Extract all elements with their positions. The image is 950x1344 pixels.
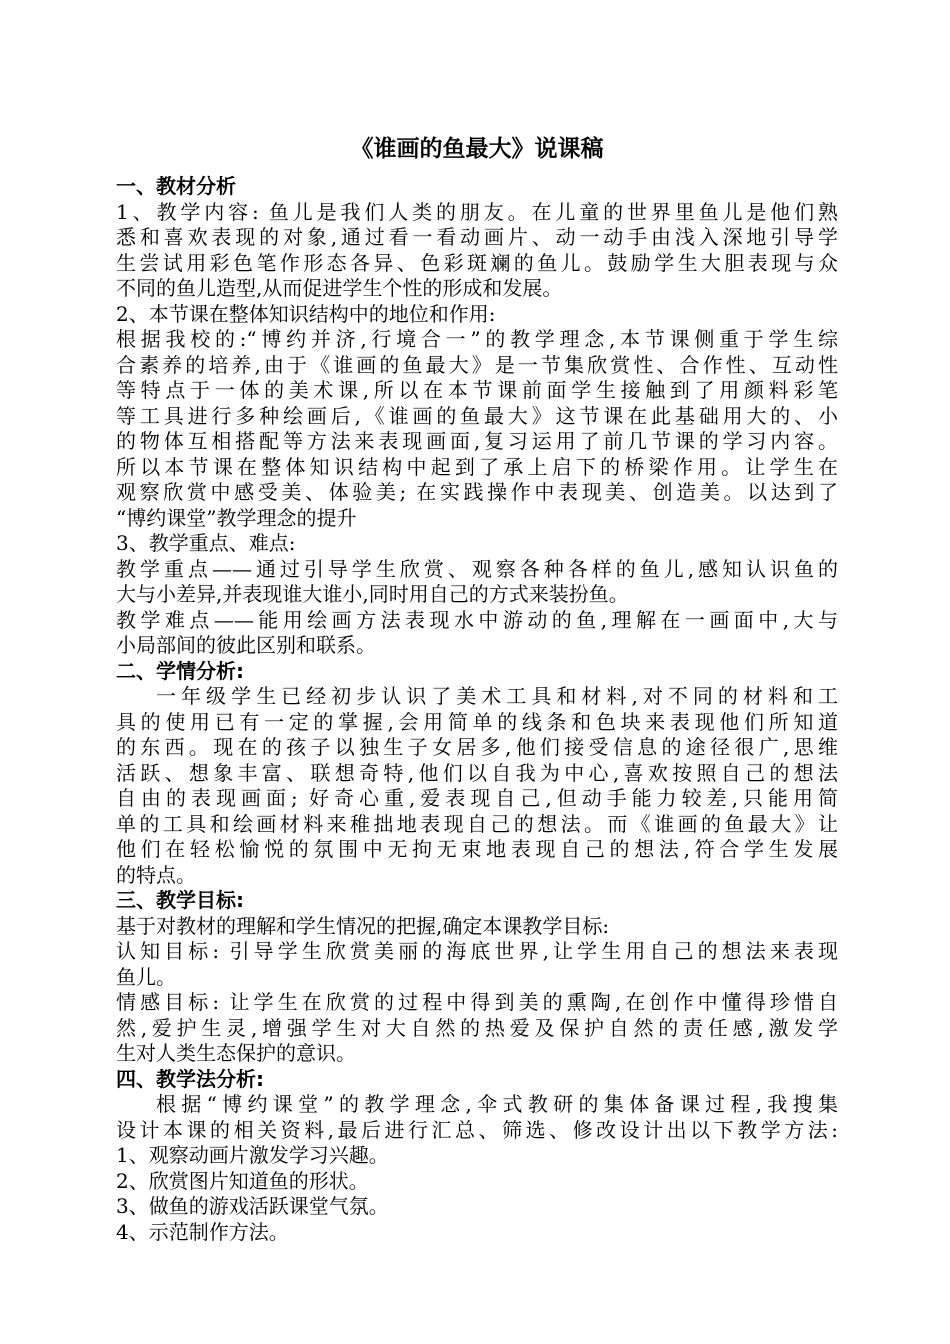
text-line: “博约课堂”教学理念的提升 <box>116 505 357 530</box>
section-heading: 三、教学目标: <box>116 888 244 912</box>
text-line: 然,爱护生灵,增强学生对大自然的热爱及保护自然的责任感,激发学 <box>116 1015 838 1040</box>
text-line: 合素养的培养,由于《谁画的鱼最大》是一节集欣赏性、合作性、互动性 <box>116 352 838 377</box>
text-line: 所以本节课在整体知识结构中起到了承上启下的桥梁作用。让学生在 <box>116 454 838 479</box>
text-line: 3、做鱼的游戏活跃课堂气氛。 <box>116 1194 389 1218</box>
section-heading: 一、教材分析 <box>116 174 236 198</box>
section-heading: 二、学情分析: <box>116 658 244 683</box>
section-heading: 四、教学法分析: <box>116 1066 264 1091</box>
text-line: 一年级学生已经初步认识了美术工具和材料,对不同的材料和工 <box>156 684 838 708</box>
text-line: 1、教学内容: 鱼儿是我们人类的朋友。在儿童的世界里鱼儿是他们熟 <box>116 199 838 224</box>
text-line: 单的工具和绘画材料来稚拙地表现自己的想法。而《谁画的鱼最大》让 <box>116 811 838 836</box>
text-line: 认知目标: 引导学生欣赏美丽的海底世界,让学生用自己的想法来表现 <box>116 939 838 963</box>
text-line: 活跃、想象丰富、联想奇特,他们以自我为中心,喜欢按照自己的想法 <box>116 760 838 785</box>
text-line: 2、欣赏图片知道鱼的形状。 <box>116 1168 369 1193</box>
text-line: 2、本节课在整体知识结构中的地位和作用: <box>116 301 496 326</box>
text-line: 小局部间的彼此区别和联系。 <box>116 633 376 657</box>
text-line: 基于对教材的理解和学生情况的把握,确定本课教学目标: <box>116 913 610 938</box>
text-line: 的物体互相搭配等方法来表现画面,复习运用了前几节课的学习内容。 <box>116 429 838 453</box>
text-line: 根据“博约课堂”的教学理念,伞式教研的集体备课过程,我搜集 <box>156 1092 838 1116</box>
text-line: 1、观察动画片激发学习兴趣。 <box>116 1143 389 1167</box>
document-page <box>116 128 838 1245</box>
text-line: 的东西。现在的孩子以独生子女居多,他们接受信息的途径很广,思维 <box>116 735 838 759</box>
text-line: 教学难点——能用绘画方法表现水中游动的鱼,理解在一画面中,大与 <box>116 607 838 632</box>
text-line: 观察欣赏中感受美、体验美; 在实践操作中表现美、创造美。以达到了 <box>116 480 838 504</box>
text-line: 鱼儿。 <box>116 964 176 989</box>
text-line: 等特点于一体的美术课,所以在本节课前面学生接触到了用颜料彩笔 <box>116 378 838 402</box>
text-line: 大与小差异,并表现谁大谁小,同时用自己的方式来装扮鱼。 <box>116 582 629 606</box>
text-line: 具的使用已有一定的掌握,会用简单的线条和色块来表现他们所知道 <box>116 709 838 734</box>
document-title: 《谁画的鱼最大》说课稿 <box>350 136 604 162</box>
text-line: 4、示范制作方法。 <box>116 1219 289 1244</box>
document-body <box>116 174 838 1245</box>
text-line: 生尝试用彩色笔作形态各异、色彩斑斓的鱼儿。鼓励学生大胆表现与众 <box>116 250 838 275</box>
text-line: 的特点。 <box>116 862 196 887</box>
text-line: 设计本课的相关资料,最后进行汇总、筛选、修改设计出以下教学方法: <box>116 1117 838 1142</box>
text-line: 悉和喜欢表现的对象,通过看一看动画片、动一动手由浅入深地引导学 <box>116 225 838 249</box>
text-line: 教学重点——通过引导学生欣赏、观察各种各样的鱼儿,感知认识鱼的 <box>116 556 838 581</box>
text-line: 生对人类生态保护的意识。 <box>116 1041 356 1065</box>
text-line: 不同的鱼儿造型,从而促进学生个性的形成和发展。 <box>116 276 563 300</box>
text-line: 等工具进行多种绘画后,《谁画的鱼最大》这节课在此基础用大的、小 <box>116 403 838 428</box>
text-line: 他们在轻松愉悦的氛围中无拘无束地表现自己的想法,符合学生发展 <box>116 837 838 861</box>
text-line: 3、教学重点、难点: <box>116 531 296 555</box>
text-line: 根据我校的:“博约并济,行境合一”的教学理念,本节课侧重于学生综 <box>116 327 838 351</box>
text-line: 自由的表现画面; 好奇心重,爱表现自己,但动手能力较差,只能用简 <box>116 786 838 810</box>
text-line: 情感目标: 让学生在欣赏的过程中得到美的熏陶,在创作中懂得珍惜自 <box>116 990 838 1014</box>
